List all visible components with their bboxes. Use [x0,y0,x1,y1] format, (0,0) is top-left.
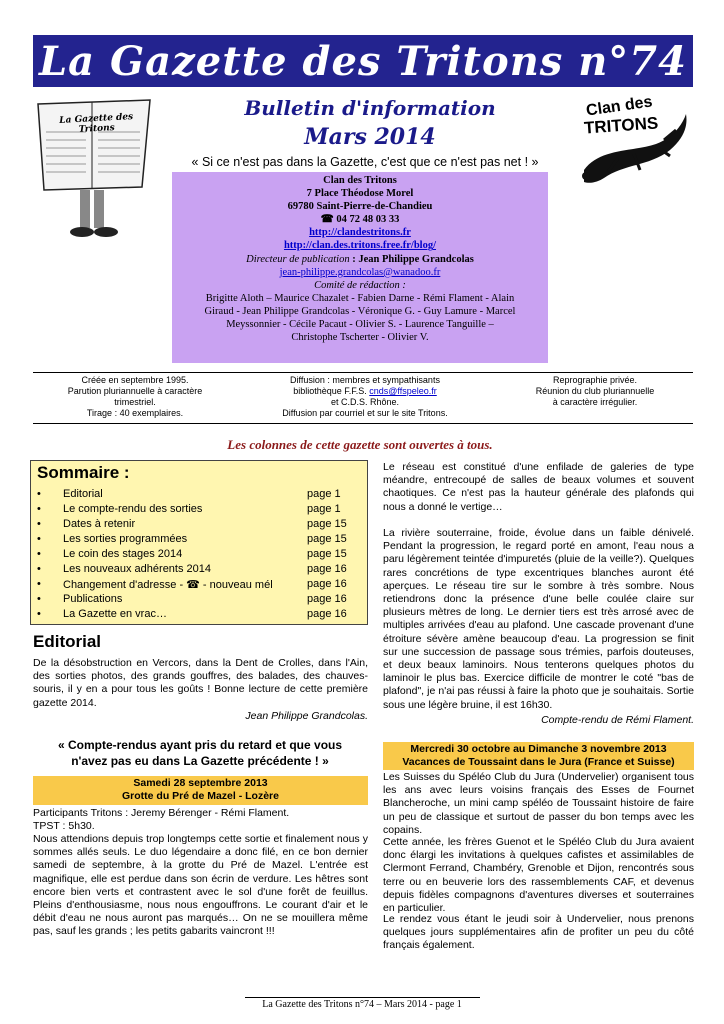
toc-item-page: page 15 [307,518,347,530]
bullet-icon: • [37,593,41,605]
editorial-title: Editorial [33,632,102,651]
report-signature: Compte-rendu de Rémi Flament. [541,714,694,726]
meta-text: trimestriel. [114,397,156,407]
toc-item-page: page 16 [307,563,347,575]
toc-item-page: page 16 [307,593,347,605]
meta-text: Diffusion : membres et sympathisants [290,375,440,385]
footer-divider [245,997,480,998]
committee-line: Christophe Tscherter - Olivier V. [291,332,429,344]
toc-item-label: Le compte-rendu des sorties [63,503,203,515]
toc-item[interactable] [37,548,357,561]
late-reports-heading: « Compte-rendus ayant pris du retard et que vous n'avez pas eu dans La Gazette précédente ! » [57,738,343,768]
toc-item-label: Changement d'adresse - ☎ - nouveau mél [63,579,273,591]
meta-divider-top [33,372,693,373]
right-col-paragraph: Le réseau est constitué d'une enfilade de galeries de type méandre, entrecoupé de salles de beaux volumes et souvent chaotiques. Ce n'est pas la hauteur générale des plafonds qui nous a donné le vertige… [383,461,694,513]
gazette-motto: « Si ce n'est pas dans la Gazette, c'est que ce n'est pas net ! » [191,155,539,169]
bullet-icon: • [37,578,41,590]
bullet-icon: • [37,503,41,515]
director-email-link[interactable]: jean-philippe.grandcolas@wanadoo.fr [279,266,441,278]
toc-item[interactable] [37,608,357,621]
event-header-jura [383,742,694,770]
toc-item-label: La Gazette en vrac… [63,608,167,620]
editorial-body: De la désobstruction en Vercors, dans la Dent de Crolles, dans l'Ain, des sorties photos, des grands gouffres, des balades, des chauves-souris, il y en a pour tous les goûts ! Bonne lecture de cette première gazette 2014. [33,657,368,709]
toc-item-page: page 16 [307,578,347,590]
meta-text: Créée en septembre 1995. [81,375,189,385]
event-header-pre-de-mazel [33,776,368,805]
meta-text: et C.D.S. Rhône. [330,397,400,407]
bullet-icon: • [37,548,41,560]
toc-item-label: Dates à retenir [63,518,136,530]
meta-col-publication [40,375,230,419]
logo-text-tritons: TRITONS [583,113,659,138]
logo-text-clan-des: Clan des [585,93,654,120]
newspaper-reader-illustration [30,92,160,242]
table-of-contents [30,460,368,625]
event-date: Mercredi 30 octobre au Dimanche 3 novembre 2013 [410,743,667,755]
director-label: Directeur de publication [246,253,350,265]
toc-item-label: Les nouveaux adhérents 2014 [63,563,212,575]
club-name: Clan des Tritons [323,175,397,186]
event-tpst: TPST : 5h30. [33,820,95,832]
club-info-box [172,172,548,363]
meta-text: Tirage : 40 exemplaires. [86,408,184,418]
bullet-icon: • [37,533,41,545]
toc-item-label: Editorial [63,488,103,500]
event-date: Samedi 28 septembre 2013 [133,777,268,789]
toc-item-page: page 15 [307,548,347,560]
page-footer: La Gazette des Tritons n°74 – Mars 2014 - page 1 [262,999,462,1010]
committee-line: Brigitte Aloth – Maurice Chazalet - Fabien Darne - Rémi Flament - Alain [205,292,515,304]
toc-item[interactable] [37,578,357,591]
meta-col-distribution [250,375,480,419]
toc-item[interactable] [37,563,357,576]
event-report-body: Nous attendions depuis trop longtemps cette sortie et finalement nous y sommes allés seuls. Le duo légendaire a donc filé, en ce bon dernier samedi de septembre, à la grotte du Pré de Mazel. L'entrée est magnifique, elle est perdue dans son écrin de verdure. Les hêtres sont encore bien verts et contrastent avec le sol d'une forêt de feuillus. Pleins d'enthousiasme, nous nous engouffrons. Le courant d'air et le débit d'eau ne nous auront pas marqués… On ne se mouillera même pas, sauf les grands ; les petits gabarits vaincront !!! [33,833,368,938]
bullet-icon: • [37,518,41,530]
meta-text: Diffusion par courriel et sur le site Tritons. [282,408,448,418]
meta-text: Reprographie privée. [552,375,638,385]
meta-text: Réunion du club pluriannuelle [535,386,655,396]
event-participants: Participants Tritons : Jeremy Bérenger - Rémi Flament. [33,807,290,819]
toc-item[interactable] [37,518,357,531]
right-col-paragraph: Les Suisses du Spéléo Club du Jura (Undervelier) organisent tous les ans avec leurs voisins français des Esses de Fournet Blancheroche, un mini camp spéléo de Toussaint histoire de faire un peu de classique et surtout de passer du bon temps avec les copains. [383,771,694,836]
toc-item-page: page 16 [307,608,347,620]
bullet-icon: • [37,608,41,620]
club-phone: ☎ 04 72 48 03 33 [320,214,400,226]
issue-date: Mars 2014 [304,124,436,150]
club-website-link[interactable]: http://clandestritons.fr [309,227,411,239]
masthead-banner [33,35,693,87]
event-place: Grotte du Pré de Mazel - Lozère [122,790,279,802]
bullet-icon: • [37,488,41,500]
clan-des-tritons-logo [560,92,700,192]
meta-text: bibliothèque F.F.S. [293,386,370,396]
committee-label: Comité de rédaction : [314,279,406,291]
club-blog-link[interactable]: http://clan.des.tritons.free.fr/blog/ [283,240,437,252]
right-col-paragraph: Le rendez vous étant le jeudi soir à Undervelier, nous prenons quelques jours supplémentaires afin de profiter un peu du côté français également. [383,913,694,952]
club-address-street: 7 Place Théodose Morel [306,188,414,200]
committee-line: Giraud - Jean Philippe Grandcolas - Véronique G. - Guy Lamure - Marcel [204,305,516,317]
masthead-title: La Gazette des Tritons n°74 [39,37,687,85]
toc-item-page: page 1 [307,503,341,515]
right-col-paragraph: La rivière souterraine, froide, évolue dans un faible dénivelé. Pendant la progression, le regard porté en amont, l'eau nous a paru légèrement teintée d'impuretés (pluie de la veille?). Quelques rares concrétions de type excentriques blanches auront été aperçues. Le réseau tire sur le sombre à très sombre. Nous retiendrons donc la présence d'une belle coulée claire sur plusieurs mètres de long. Le dernier tiers est très arrosé avec de multiples arrivées d'eau au plafond. Une cascade provenant d'une étroiture sévère amène beaucoup d'eau. La progression se finit sur une succession de passage sous trémies, parfois douteuses, et deux beaux laminoirs. Nous tenterons quelques photos du laminoir le plus bas. Exercice difficile de montrer le coté "bas de plafond", je n'ai pas réussi à faire la photo que je souhaitais. Sortie sous une légère bruine, il est 16h30. [383,527,694,711]
bullet-icon: • [37,563,41,575]
club-address-city: 69780 Saint-Pierre-de-Chandieu [287,201,433,213]
meta-col-reprography [500,375,690,408]
toc-item[interactable] [37,593,357,606]
event-place: Vacances de Toussaint dans le Jura (France et Suisse) [402,756,675,768]
toc-title: Sommaire : [37,463,130,482]
meta-divider-bottom [33,423,693,424]
right-col-paragraph: Cette année, les frères Guenot et le Spéléo Club du Jura avaient donc élargi les invitations à quelques cafistes et assimilables de Clermont Ferrand, Chambéry, Grenoble et Dijon, rencontrés sous terre ou en beuverie lors des rassemblements CAF, et devenus depuis fidèles compagnons d'aventures diverses et souterraines en particulier. [383,836,694,915]
toc-item-label: Publications [63,593,123,605]
director-name: : Jean Philippe Grandcolas [349,253,474,265]
editorial-signature: Jean Philippe Grandcolas. [245,710,368,722]
bulletin-subtitle: Bulletin d'information [244,96,496,120]
toc-item[interactable] [37,533,357,546]
toc-item-page: page 15 [307,533,347,545]
meta-text: à caractère irrégulier. [552,397,638,407]
open-columns-notice: Les colonnes de cette gazette sont ouvertes à tous. [227,437,493,452]
meta-text: Parution pluriannuelle à caractère [67,386,203,396]
toc-item[interactable] [37,503,357,516]
committee-line: Meyssonnier - Cécile Pacaut - Olivier S. - Laurence Tanguille – [226,319,494,331]
toc-item-label: Le coin des stages 2014 [63,548,183,560]
toc-item[interactable] [37,488,357,501]
toc-item-page: page 1 [307,488,341,500]
ffs-email-link[interactable]: cnds@ffspeleo.fr [369,386,437,396]
toc-item-label: Les sorties programmées [63,533,188,545]
cartoon-newspaper-text: La Gazette des Tritons [59,112,134,135]
